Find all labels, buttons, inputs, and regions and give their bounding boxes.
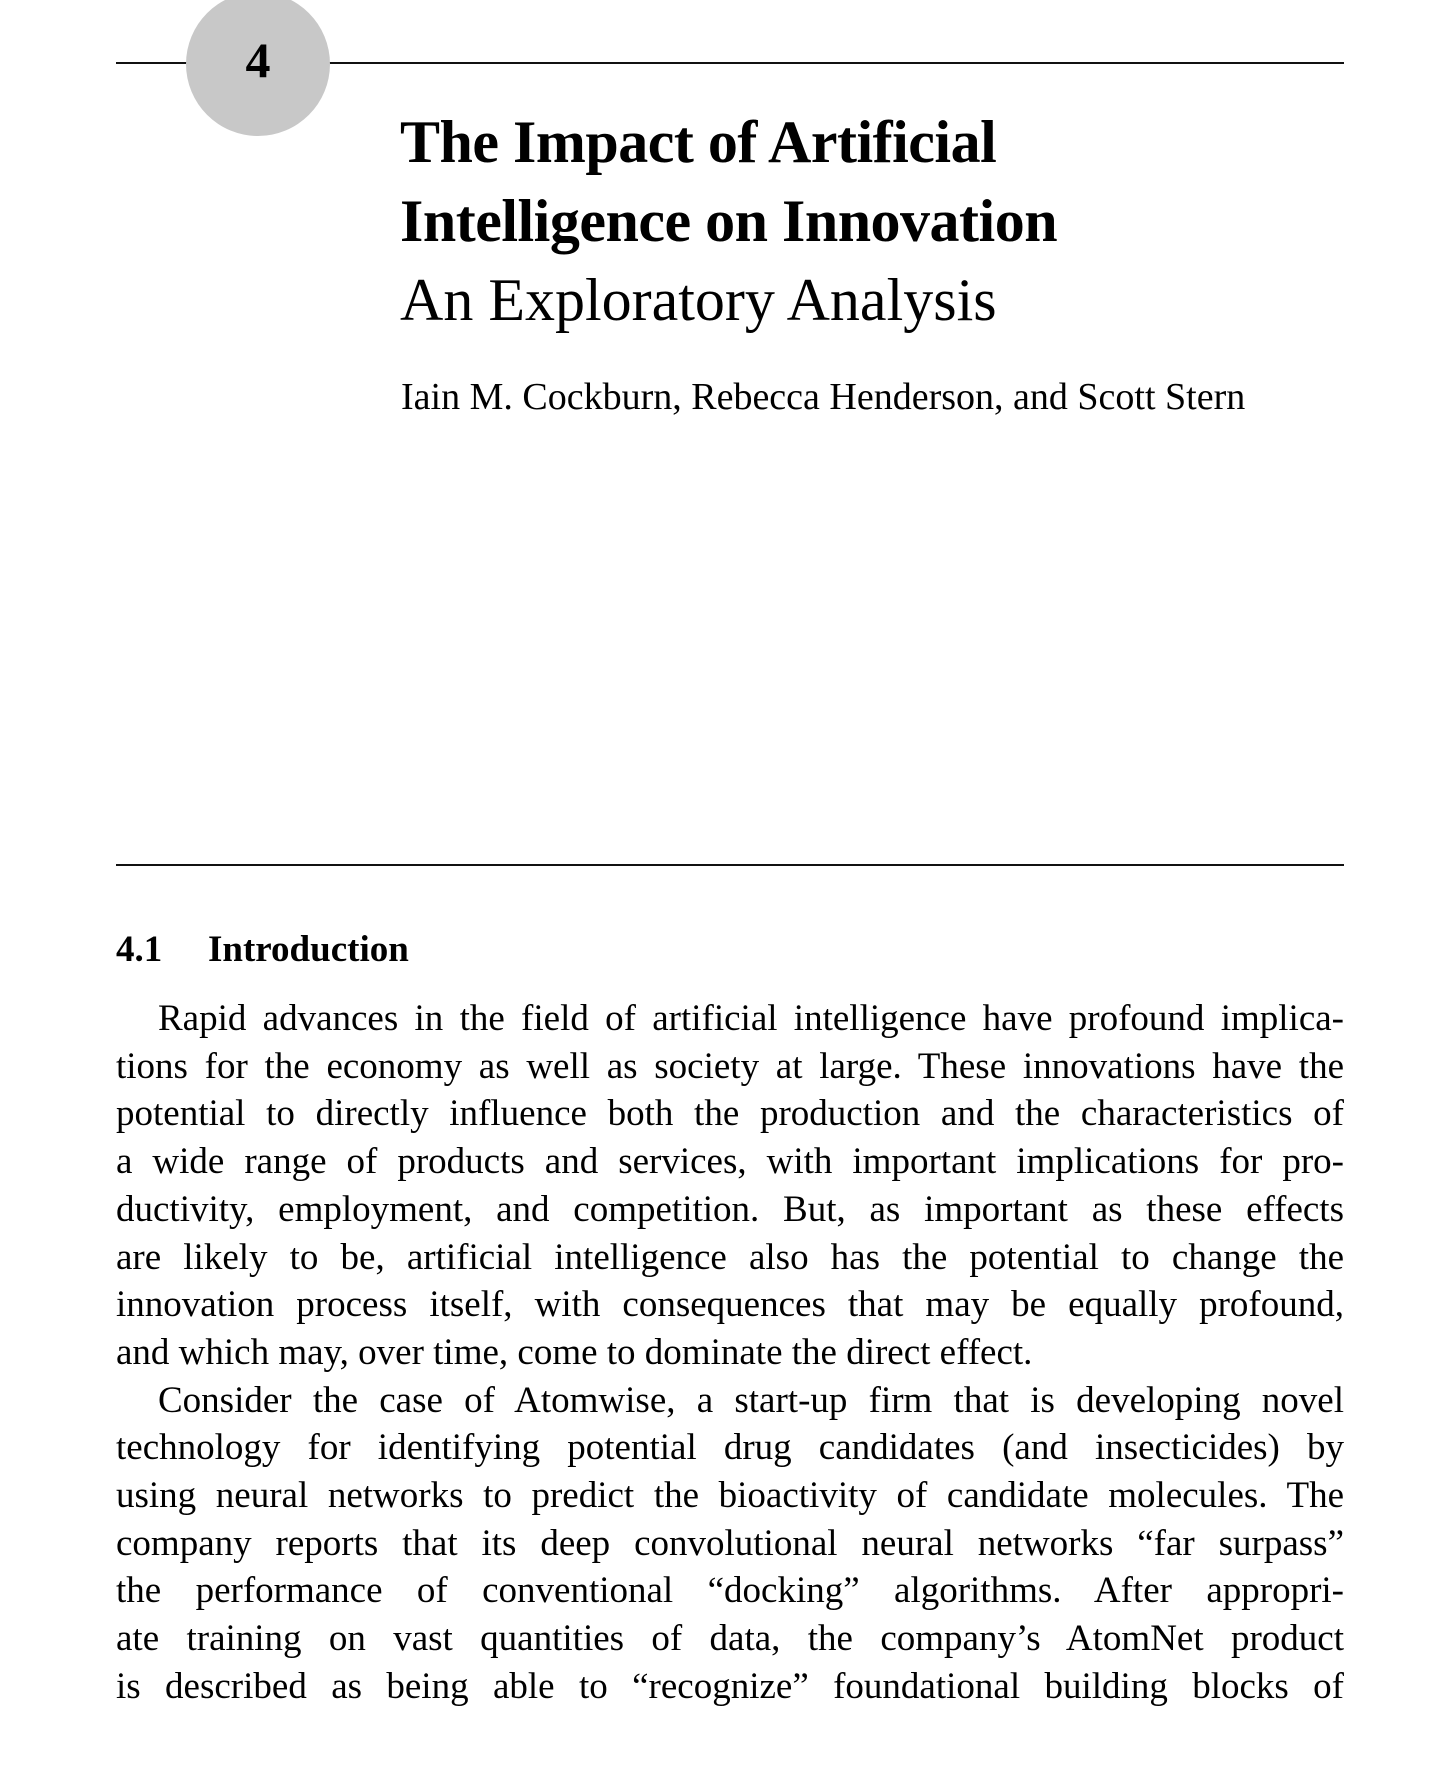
chapter-number: 4	[245, 32, 271, 88]
section-heading	[116, 928, 409, 971]
paragraph-line: and which may, over time, come to dominate the direct effect.	[116, 1331, 1033, 1373]
chapter-number-badge	[186, 0, 330, 136]
paragraph-line: company reports that its deep convolutional neural networks “far surpass”	[116, 1522, 1344, 1564]
paragraph-line: ate training on vast quantities of data, the company’s AtomNet product	[116, 1618, 1344, 1660]
chapter-title-line-2: Intelligence on Innovation	[400, 188, 1058, 254]
paragraph-line: the performance of conventional “docking” algorithms. After appropri-	[116, 1570, 1344, 1612]
chapter-authors: Iain M. Cockburn, Rebecca Henderson, and Scott Stern	[401, 376, 1246, 418]
body-text	[116, 995, 1344, 1711]
section-title: Introduction	[208, 929, 409, 970]
paragraph-line: ductivity, employment, and competition. But, as important as these effects	[116, 1188, 1344, 1230]
chapter-title-line-1: The Impact of Artificial	[400, 109, 997, 175]
paragraph-line: is described as being able to “recognize” foundational building blocks of	[116, 1665, 1344, 1707]
chapter-divider-rule	[116, 864, 1344, 866]
paragraph-line: Consider the case of Atomwise, a start-up firm that is developing novel	[158, 1379, 1344, 1421]
chapter-title-block	[400, 103, 1057, 340]
paragraph-line: are likely to be, artificial intelligence also has the potential to change the	[116, 1236, 1344, 1278]
chapter-subtitle: An Exploratory Analysis	[400, 267, 997, 333]
paragraph-line: technology for identifying potential drug candidates (and insecticides) by	[116, 1427, 1344, 1469]
paragraph-line: innovation process itself, with consequences that may be equally profound,	[116, 1284, 1344, 1326]
paragraph-line: Rapid advances in the field of artificial intelligence have profound implica-	[158, 998, 1344, 1039]
paragraph-line: a wide range of products and services, with important implications for pro-	[116, 1141, 1344, 1183]
section-number: 4.1	[116, 929, 163, 970]
paragraph-line: using neural networks to predict the bioactivity of candidate molecules. The	[116, 1475, 1344, 1517]
paragraph-line: tions for the economy as well as society at large. These innovations have the	[116, 1045, 1344, 1087]
paragraph-line: potential to directly influence both the production and the characteristics of	[116, 1093, 1344, 1135]
